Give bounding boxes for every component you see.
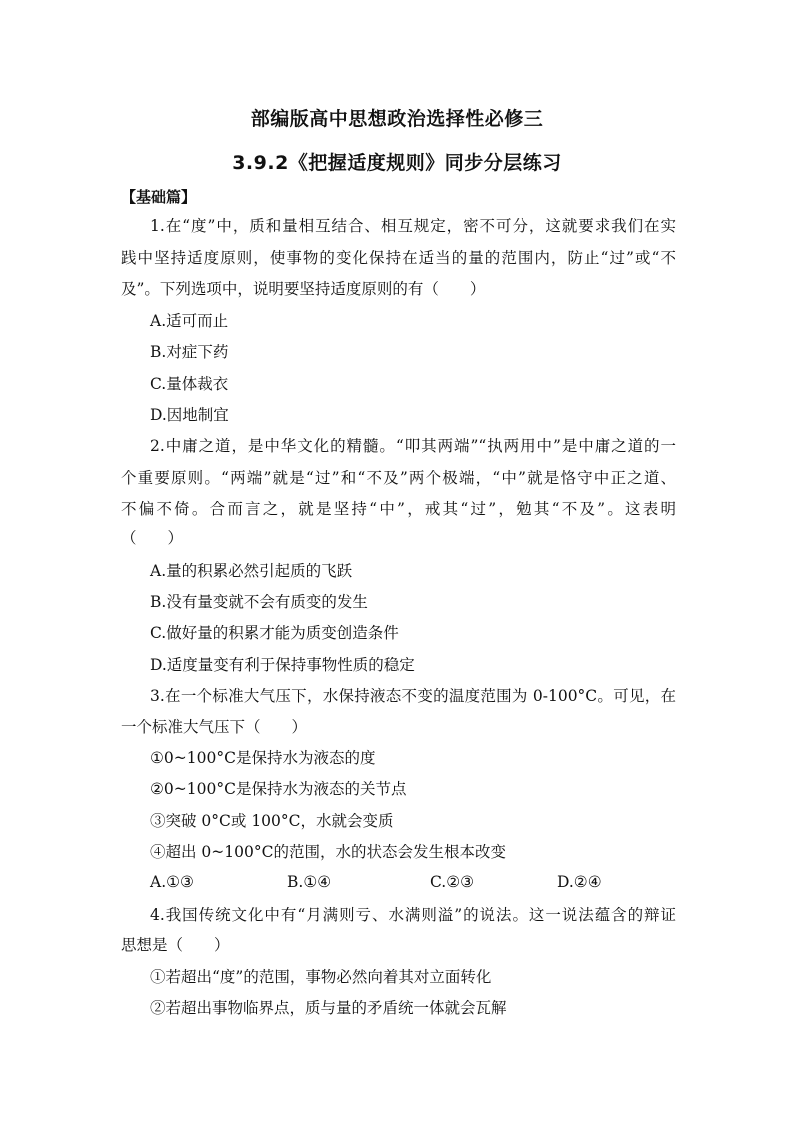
q1-line2: 践中坚持适度原则，使事物的变化保持在适当的量的范围内，防止“过”或“不 xyxy=(121,249,676,267)
q3-choice-b: B.①④ xyxy=(287,873,332,891)
q4-statement-1: ①若超出“度”的范围，事物必然向着其对立面转化 xyxy=(150,968,492,986)
q3-line2: 一个标准大气压下（ ） xyxy=(121,718,308,736)
q4-line2: 思想是（ ） xyxy=(121,936,230,954)
q2-option-d: D.适度量变有利于保持事物性质的稳定 xyxy=(150,656,415,674)
q1-option-a: A.适可而止 xyxy=(150,312,229,330)
q3-statement-2: ②0~100°C是保持水为液态的关节点 xyxy=(150,780,407,798)
q2-line1: 2.中庸之道，是中华文化的精髓。“叩其两端”“执两用中”是中庸之道的一 xyxy=(150,437,676,455)
q2-line2: 个重要原则。“两端”就是“过”和“不及”两个极端，“中”就是恪守中正之道、 xyxy=(121,469,676,487)
q2-line3: 不偏不倚。合而言之，就是坚持“中”，戒其“过”，勉其“不及”。这表明 xyxy=(121,500,676,518)
q4-statement-2: ②若超出事物临界点，质与量的矛盾统一体就会瓦解 xyxy=(150,999,507,1017)
q3-statement-4: ④超出 0~100°C的范围，水的状态会发生根本改变 xyxy=(150,843,506,861)
q3-statement-3: ③突破 0°C或 100°C，水就会变质 xyxy=(150,812,394,830)
q3-choice-d: D.②④ xyxy=(557,873,602,891)
q3-choice-c: C.②③ xyxy=(430,873,475,891)
q2-line4: （ ） xyxy=(121,529,184,547)
section-heading: 【基础篇】 xyxy=(121,188,197,206)
q1-option-c: C.量体裁衣 xyxy=(150,375,229,393)
q1-option-d: D.因地制宜 xyxy=(150,406,229,424)
q4-line1: 4.我国传统文化中有“月满则亏、水满则溢”的说法。这一说法蕴含的辩证 xyxy=(150,906,676,924)
q2-option-a: A.量的积累必然引起质的飞跃 xyxy=(150,562,353,580)
q2-option-c: C.做好量的积累才能为质变创造条件 xyxy=(150,624,399,642)
q2-option-b: B.没有量变就不会有质变的发生 xyxy=(150,593,368,611)
document-title: 部编版高中思想政治选择性必修三 xyxy=(250,108,544,130)
q3-choices xyxy=(150,873,670,893)
q1-option-b: B.对症下药 xyxy=(150,343,229,361)
q3-choice-a: A.①③ xyxy=(150,873,194,891)
q3-line1: 3.在一个标准大气压下，水保持液态不变的温度范围为 0-100°C。可见，在 xyxy=(150,687,676,705)
q1-line3: 及”。下列选项中，说明要坚持适度原则的有（ ） xyxy=(121,280,486,298)
document-subtitle: 3.9.2《把握适度规则》同步分层练习 xyxy=(232,152,562,174)
q3-statement-1: ①0~100°C是保持水为液态的度 xyxy=(150,749,376,767)
q1-line1: 1.在“度”中，质和量相互结合、相互规定，密不可分，这就要求我们在实 xyxy=(150,217,676,235)
